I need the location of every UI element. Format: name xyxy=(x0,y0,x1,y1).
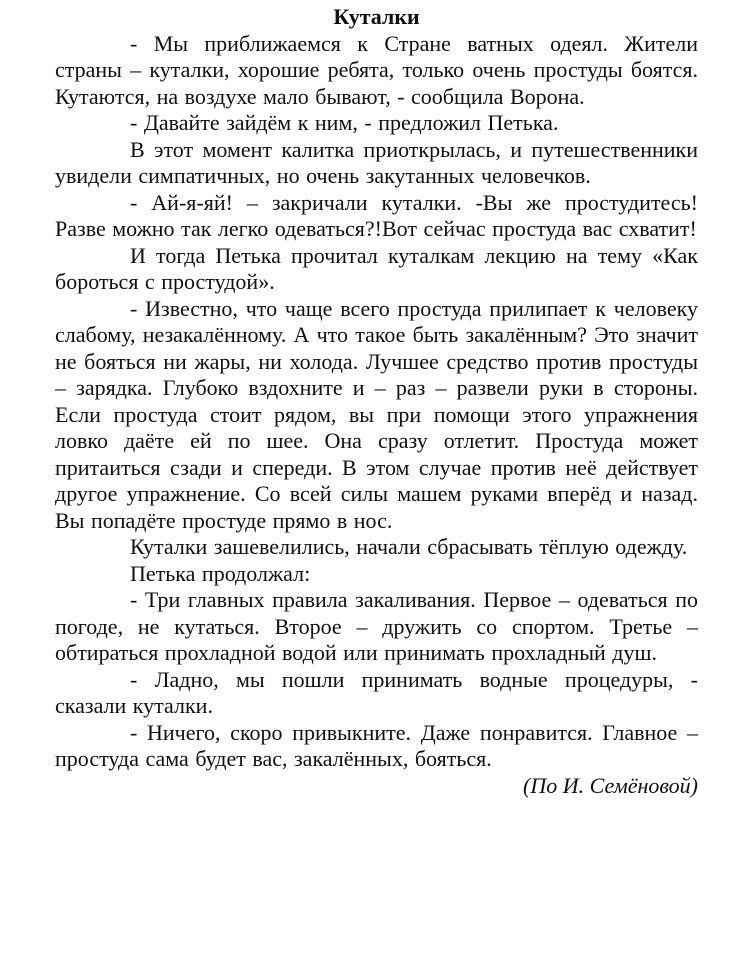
paragraph-lecture-intro: И тогда Петька прочитал куталкам лекцию на тему «Как бороться с простудой». xyxy=(55,242,698,294)
paragraph-gate-opens: В этот момент калитка приоткрылась, и путешественники увидели симпатичных, но очень закутанных человечков. xyxy=(55,136,698,188)
paragraph-petka-continues: Петька продолжал: xyxy=(130,560,311,586)
paragraph-lecture-body: - Известно, что чаще всего простуда прилипает к человеку слабому, незакалённому. А что такое быть закалённым? Это значит не бояться ни жары, ни холода. Лучшее средство против простуды – зарядка. Глубоко вздохните и – раз – развели руки в стороны. Если простуда стоит рядом, вы при помощи этого упражнения ловко даёте ей по шее. Она сразу отлетит. Простуда может притаиться сзади и спереди. В этом случае против неё действует другое упражнение. Со всей силы машем руками вперёд и назад. Вы попадёте простуде прямо в нос. xyxy=(55,295,698,533)
paragraph-kutalki-agree: - Ладно, мы пошли принимать водные процедуры, - сказали куталки. xyxy=(55,666,698,718)
paragraph-closing-advice: - Ничего, скоро привыкните. Даже понравится. Главное – простуда сама будет вас, закалённых, бояться. xyxy=(55,719,698,771)
story-title: Куталки xyxy=(333,4,420,29)
paragraph-petka-suggests: - Давайте зайдём к ним, - предложил Петька. xyxy=(130,110,559,135)
paragraph-crow-intro: - Мы приближаемся к Стране ватных одеял. Жители страны – куталки, хорошие ребята, только очень простуды боятся. Кутаются, на воздухе мало бывают, - сообщила Ворона. xyxy=(55,30,698,109)
paragraph-kutalki-undress: Куталки зашевелились, начали сбрасывать тёплую одежду. xyxy=(130,534,688,559)
attribution: (По И. Семёновой) xyxy=(523,772,698,798)
paragraph-kutalki-alarm: - Ай-я-яй! – закричали куталки. -Вы же простудитесь! Разве можно так легко одеваться?!Вот сейчас простуда вас схватит! xyxy=(55,189,698,241)
paragraph-three-rules: - Три главных правила закаливания. Первое – одеваться по погоде, не кутаться. Второе – дружить со спортом. Третье – обтираться прохладной водой или принимать прохладный душ. xyxy=(55,587,698,665)
